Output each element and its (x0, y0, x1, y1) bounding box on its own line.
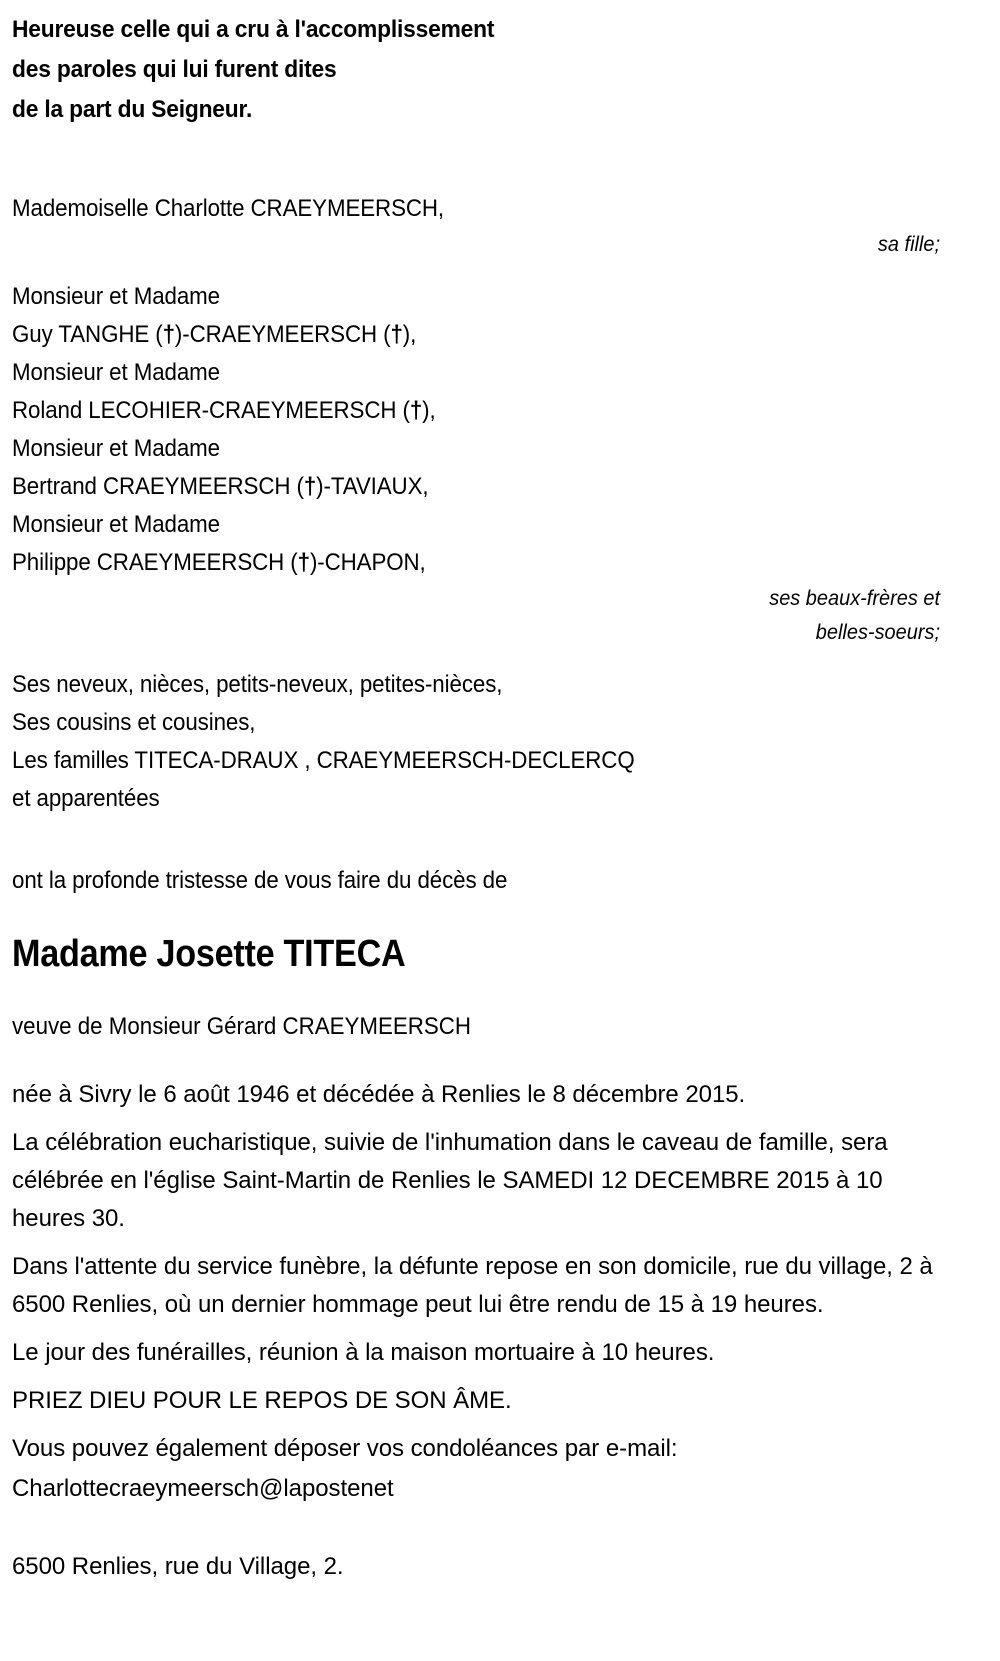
spacer (12, 262, 940, 278)
in-law-names-4: Philippe CRAEYMEERSCH (†)-CHAPON, (12, 549, 426, 576)
dagger-icon: † (303, 473, 317, 500)
epigraph-line-2: des paroles qui lui furent dites (12, 56, 337, 83)
epigraph (12, 10, 940, 130)
condolences-intro: Vous pouvez également déposer vos condoléances par e-mail: (12, 1435, 678, 1462)
epigraph-line-3: de la part du Seigneur. (12, 96, 253, 123)
in-law-names-1: Guy TANGHE (†)-CRAEYMEERSCH (†), (12, 321, 417, 348)
extended-line-2: Ses cousins et cousines, (12, 709, 256, 736)
spacer (12, 1046, 940, 1076)
daughter-role-block (12, 228, 940, 262)
extended-line-3: Les familles TITECA-DRAUX , CRAEYMEERSCH-DECLERCQ (12, 747, 635, 774)
in-law-title-3: Monsieur et Madame (12, 435, 220, 462)
address-line: 6500 Renlies, rue du Village, 2. (12, 1553, 344, 1580)
in-law-names-3: Bertrand CRAEYMEERSCH (†)-TAVIAUX, (12, 473, 429, 500)
spacer (12, 160, 940, 190)
dagger-icon: † (390, 321, 403, 348)
spacer (12, 650, 940, 666)
condolences-email[interactable]: Charlottecraeymeersch@lapostenet (12, 1475, 394, 1502)
ceremony-mass: La célébration eucharistique, suivie de l'inhumation dans le caveau de famille, sera célébrée en l'église Saint-Martin de Renlies le SAMEDI 12 DECEMBRE 2015 à 10 heures 30. (12, 1129, 888, 1232)
survivor-daughter (12, 190, 940, 262)
dagger-icon: † (162, 321, 175, 348)
in-law-title-1: Monsieur et Madame (12, 283, 220, 310)
in-law-title-4: Monsieur et Madame (12, 511, 220, 538)
epigraph-line-1: Heureuse celle qui a cru à l'accomplissement (12, 16, 495, 43)
dagger-icon: † (409, 397, 423, 424)
in-law-names-2: Roland LECOHIER-CRAEYMEERSCH (†), (12, 397, 436, 424)
spacer (12, 818, 940, 862)
deceased-life-dates: née à Sivry le 6 août 1946 et décédée à Renlies le 8 décembre 2015. (12, 1081, 746, 1108)
in-laws-role-line-1: ses beaux-frères et (769, 587, 940, 610)
deceased-spouse-line: veuve de Monsieur Gérard CRAEYMEERSCH (12, 1013, 471, 1040)
announcement-intro: ont la profonde tristesse de vous faire du décès de (12, 867, 508, 894)
survivors-in-laws (12, 278, 940, 582)
in-laws-role-line-2: belles-soeurs; (815, 621, 940, 644)
in-law-title-2: Monsieur et Madame (12, 359, 220, 386)
extended-line-1: Ses neveux, nièces, petits-neveux, petites-nièces, (12, 671, 503, 698)
daughter-name: Mademoiselle Charlotte CRAEYMEERSCH, (12, 195, 445, 222)
daughter-role: sa fille; (877, 233, 940, 256)
in-laws-role-block (12, 582, 940, 650)
spacer (12, 978, 940, 1008)
ceremony-prayer: PRIEZ DIEU POUR LE REPOS DE SON ÂME. (12, 1387, 512, 1414)
ceremony-viewing: Dans l'attente du service funèbre, la défunte repose en son domicile, rue du village, 2 à 6500 Renlies, où un dernier hommage peut lui être rendu de 15 à 19 heures. (12, 1253, 933, 1318)
ceremony-gathering: Le jour des funérailles, réunion à la maison mortuaire à 10 heures. (12, 1339, 715, 1366)
dagger-icon: † (297, 549, 310, 576)
survivors-extended (12, 666, 940, 818)
deceased-name: Madame Josette TITECA (12, 933, 406, 975)
spacer (12, 1518, 940, 1548)
spacer (12, 900, 940, 930)
extended-line-4: et apparentées (12, 785, 160, 812)
